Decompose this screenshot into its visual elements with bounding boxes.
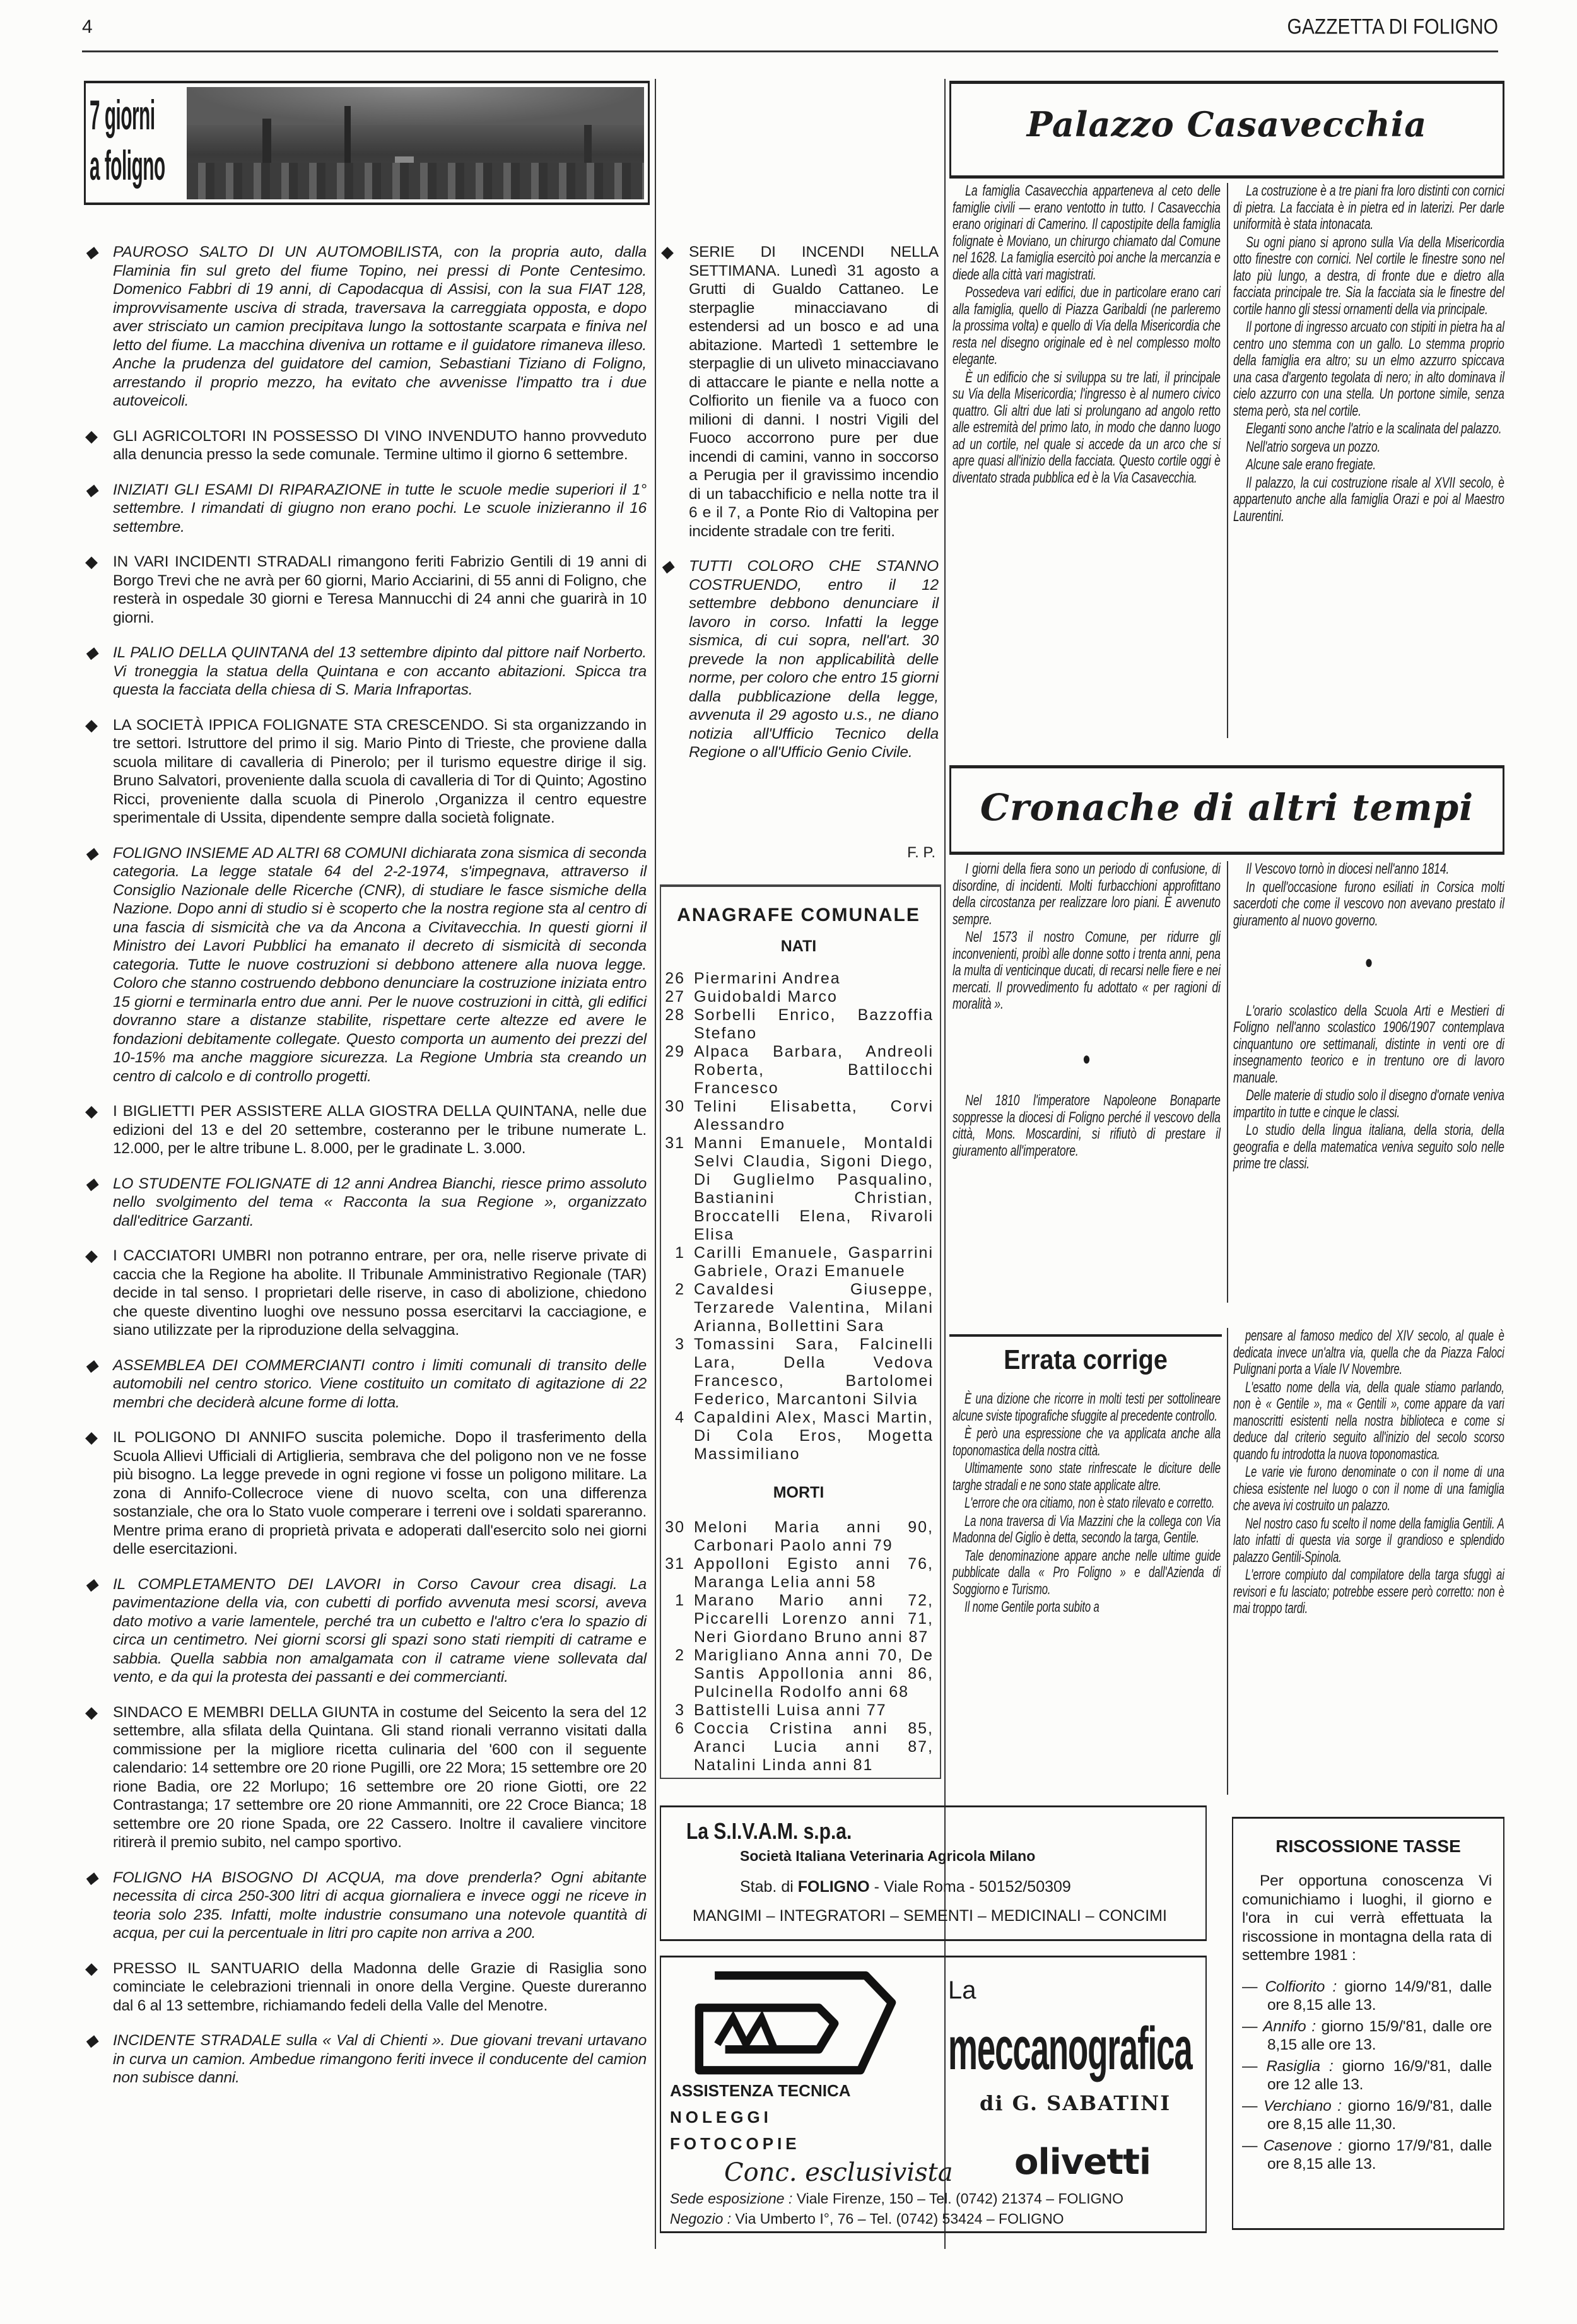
morti-entry	[664, 1701, 934, 1720]
morti-entry	[664, 1555, 934, 1592]
news-item-text: rimangono feriti Fabrizio Gentili di 19 anni di Borgo Trevi che ne avrà per 60 giorni, Mario Acciarini, di 55 anni di Foligno, che resterà in ospedale 30 giorni e Teresa Mannucchi di 24 anni che guarirà in 10 giorni.	[113, 553, 647, 626]
paragraph: È una dizione che ricorre in molti testi per sottolineare alcune sviste tipografiche sfuggite al precedente controllo.	[953, 1390, 1221, 1424]
news-item-text: in tutte le scuole medie superiori il 1° settembre. I rimandati di giugno non erano pochi. Le scuole inizieranno il 16 settembre.	[113, 481, 647, 536]
sivam-subtitle: Società Italiana Veterinaria Agricola Milano	[740, 1848, 1036, 1864]
diamond-bullet-icon: ◆	[85, 426, 98, 445]
mecc-services	[670, 2077, 851, 2157]
paragraph: Nel nostro caso fu scelto il nome della famiglia Gentili. A lato infatti di questa via sorge il grandioso e splendido palazzo Gentili-Spinola.	[1233, 1515, 1504, 1566]
palazzo-casavecchia-header	[949, 81, 1504, 179]
news-column-left	[85, 243, 647, 2104]
riscossione-place: Annifo :	[1263, 2017, 1316, 2035]
news-item-text: nelle due edizioni del 13 e del 20 settembre, costeranno per le tribune numerate L. 12.000, per le altre tribune L. 8.000, per le gradinate L. 3.000.	[113, 1103, 647, 1157]
news-item-headline: PAUROSO SALTO DI UN AUTOMOBILISTA,	[113, 244, 443, 261]
news-item-headline: FOLIGNO HA BISOGNO DI ACQUA,	[113, 1869, 385, 1886]
riscossione-item	[1242, 2057, 1492, 2094]
nati-title: NATI	[780, 937, 817, 955]
sivam-advertisement	[660, 1805, 1207, 1941]
news-item-text: di 12 anni Andrea Bianchi, riesce primo assoluto nello svolgimento del tema « Racconta la sua Regione », organizzato dall'editrice Garzanti.	[113, 1175, 647, 1229]
riscossione-item	[1242, 1978, 1492, 2015]
sivam-street: - Viale Roma - 50152/50309	[874, 1878, 1071, 1896]
news-item	[85, 2031, 647, 2087]
entry-day: 31	[665, 1555, 685, 1573]
palazzo-text-col2	[1233, 183, 1504, 526]
news-item	[661, 243, 939, 541]
paragraph: L'errore che ora citiamo, non è stato rilevato e corretto.	[964, 1494, 1215, 1511]
entry-names: Cavaldesi Giuseppe, Terzarede Valentina, Milani Arianna, Bollettini Sara	[694, 1281, 934, 1335]
news-item	[85, 1959, 647, 2016]
column-divider	[1227, 1328, 1228, 1795]
anagrafe-title: ANAGRAFE COMUNALE	[677, 905, 920, 925]
entry-day: 30	[665, 1098, 685, 1115]
news-item-text: del 13 settembre dipinto dal pittore naif Norberto. Vi troneggia la statua della Quintana e con accanto abitazioni. Spicca tra questa la facciata della chiesa di S. Maria Infraportas.	[113, 644, 647, 698]
riscossione-place: Verchiano :	[1263, 2097, 1342, 2115]
cronache-header	[949, 765, 1504, 855]
news-item	[85, 481, 647, 537]
news-item-text: non potranno entrare, per ora, nelle riserve private di caccia che la Regione ha abolite. Il Tribunale Amministrativo Regionale (TAR) decide in tal senso. I proprietari delle riserve, in caso di abolizione, chiedono che queste diventino luoghi ove nessuno possa esercitarvi la cacciagione, e siano utilizzate per la riproduzione della selvaggina.	[113, 1247, 647, 1339]
paragraph: Il portone di ingresso arcuato con stipiti in pietra ha al centro uno stemma con un gallo. Lo stemma proprio della famiglia era altro; su un elmo azzurro spiccava una casa d'argento tegolata di nero; in alto dominava il cielo azzurro con una stella. Un portone simile, senza stema però, sta nel cortile.	[1233, 319, 1504, 420]
dash: —	[1242, 2137, 1263, 2154]
news-item-text: sulla « Val di Chienti ». Due giovani trevani urtavano in curva un camion. Ambedue rimangono feriti invece il conducente del camion non subisce danni.	[113, 2032, 647, 2086]
negozio-label: Negozio :	[670, 2210, 732, 2227]
sivam-products: MANGIMI – INTEGRATORI – SEMENTI – MEDICINALI – CONCIMI	[693, 1907, 1167, 1925]
olivetti-logo: olivetti	[1014, 2142, 1151, 2183]
meccanografica-advertisement	[660, 1956, 1207, 2233]
paragraph: L'orario scolastico della Scuola Arti e Mestieri di Foligno nell'anno scolastico 1906/1907 contemplava cinquantuno ore settimanali, distinte in venti ore di insegnamento teorico e in trentuno ore di lavoro manuale.	[1233, 1002, 1504, 1086]
news-item	[661, 557, 939, 762]
paragraph: Lo studio della lingua italiana, della storia, della geografia e della matematica veniva seguito solo nelle prime tre classi.	[1233, 1122, 1504, 1172]
riscossione-place: Rasiglia :	[1266, 2057, 1334, 2075]
errata-header	[949, 1334, 1222, 1388]
entry-day: 26	[665, 970, 685, 987]
paragraph: L'errore compiuto dal compilatore della targa sfuggì ai revisori e fu lasciato; potrebbe essere però corretto: non è mai troppo tardi.	[1233, 1566, 1504, 1617]
news-item-headline: IL POLIGONO DI ANNIFO	[113, 1429, 307, 1446]
morti-entry	[664, 1720, 934, 1775]
entry-names: Guidobaldi Marco	[694, 988, 838, 1006]
news-item-headline: IL PALIO DELLA QUINTANA	[113, 644, 308, 661]
news-item-headline: GLI AGRICOLTORI IN POSSESSO DI VINO INVENDUTO	[113, 427, 518, 445]
news-item-text: entro il 12 settembre debbono denunciare il lavoro in corso. Infatti la legge sismica, di cui sopra, nell'art. 30 prevede la non applicabilità delle norme, per coloro che entro 15 giorni dalla pubblicazione della legge, avvenuta il 29 agosto u.s., ne diano notizia all'Ufficio Tecnico della Regione o all'Ufficio Genio Civile.	[689, 576, 939, 761]
sivam-name: La S.I.V.A.M. s.p.a.	[686, 1819, 852, 1845]
mecc-owner: di G. SABATINI	[980, 2091, 1171, 2115]
entry-names: Capaldini Alex, Masci Martin, Di Cola Eros, Mogetta Massimiliano	[694, 1409, 934, 1463]
news-item	[85, 1428, 647, 1559]
entry-names: Marigliano Anna anni 70, De Santis Appollonia anni 86, Pulcinella Rodolfo anni 68	[694, 1646, 934, 1701]
nati-entry	[664, 1244, 934, 1281]
negozio-address: Via Umberto I°, 76 – Tel. (0742) 53424 – FOLIGNO	[731, 2210, 1064, 2227]
cronache-title: Cronache di altri tempi	[980, 786, 1474, 829]
entry-names: Battistelli Luisa anni 77	[694, 1701, 887, 1719]
riscossione-item	[1242, 2017, 1492, 2055]
riscossione-time: giorno 16/9/'81, dalle ore 8,15 alle 11,30.	[1267, 2097, 1492, 2133]
entry-day: 6	[675, 1720, 685, 1737]
paragraph: È un edificio che si sviluppa su tre lati, il principale su Via della Misericordia; l'ingresso è al numero civico quattro. Gli altri due lati si prolungano ad angolo retto alle estremità del primo lato, in modo che danno luogo ad un cortile, nel quale si accede da un arco che si apre quasi all'inizio della facciata. Questo cortile oggi è diventato strada pubblica ed è la Via Casavecchia.	[953, 368, 1221, 486]
riscossione-body	[1233, 1857, 1503, 2174]
paragraph: I giorni della fiera sono un periodo di confusione, di disordine, di incidenti. Molti furbacchioni approfittano della circostanza per realizzare loro piani. È avvenuto sempre.	[953, 860, 1221, 928]
nati-entry	[664, 1281, 934, 1335]
separator-dot: ●	[1082, 1048, 1091, 1069]
paragraph: Le varie vie furono denominate o con il nome di una chiesa esistente nel luogo o con il nome di una famiglia che aveva ivi costruito un palazzo.	[1233, 1464, 1504, 1514]
news-item	[85, 1247, 647, 1340]
news-item-text: della Madonna delle Grazie di Rasiglia sono cominciate le celebrazioni triennali in onore della Vergine. Queste dureranno dal 6 al 13 settembre, richiamando fedeli della Valle del Menotre.	[113, 1959, 647, 2014]
paragraph: La famiglia Casavecchia apparteneva al ceto delle famiglie civili — erano ventotto in tutto. I Casavecchia erano originari di Camerino. Il capostipite della famiglia folignate è Moviano, un chirurgo chiamato dal Comune nel 1628. La famiglia esercitò poi anche la mercanzia e diede alla città vari magistrati.	[953, 182, 1221, 283]
diamond-bullet-icon: ◆	[85, 715, 98, 734]
entry-names: Coccia Cristina anni 85, Aranci Lucia anni 87, Natalini Linda anni 81	[694, 1720, 934, 1774]
riscossione-time: giorno 15/9/'81, dalle ore 8,15 alle ore 13.	[1267, 2017, 1492, 2053]
dash: —	[1242, 1978, 1265, 1995]
paragraph: Eleganti sono anche l'atrio e la scalinata del palazzo.	[1246, 420, 1502, 437]
news-item	[85, 427, 647, 464]
mecc-negozio	[670, 2210, 1064, 2227]
paragraph: Alcune sale erano fregiate.	[1246, 456, 1376, 473]
palazzo-title: Palazzo Casavecchia	[1026, 104, 1428, 144]
service-item: FOTOCOPIE	[670, 2134, 800, 2153]
banner-title-line1: 7 giorni	[90, 91, 155, 138]
paragraph: Nel 1810 l'imperatore Napoleone Bonaparte soppresse la diocesi di Foligno perché il vescovo della città, Mons. Moscardini, si rifiutò di prestare il giuramento all'imperatore.	[953, 1092, 1221, 1159]
news-item	[85, 1869, 647, 1943]
paragraph: Il palazzo, la cui costruzione risale al XVII secolo, è appartenuto anche alla famiglia Orazi e poi al Maestro Laurentini.	[1233, 474, 1504, 525]
news-item-headline: IN VARI INCIDENTI STRADALI	[113, 553, 332, 570]
paragraph: In quell'occasione furono esiliati in Corsica molti sacerdoti che come il vescovo non avevano prestato il giuramento al nuovo governo.	[1233, 878, 1504, 929]
entry-day: 2	[675, 1281, 685, 1298]
news-item-text: ma dove prenderla? Ogni abitante necessita di circa 250-300 litri di acqua giornaliera e invece oggi ne riceve in teoria solo 235. Infatti, molte industrie consumano una notevole quantità di acqua, per cui la percentuale in litri pro capite non arriva a 200.	[113, 1869, 647, 1942]
banner-title	[90, 90, 184, 201]
nati-entry	[664, 988, 934, 1006]
entry-day: 3	[675, 1701, 685, 1719]
entry-names: Sorbelli Enrico, Bazzoffia Stefano	[694, 1006, 934, 1042]
news-item-text: dichiarata zona sismica di seconda categoria. La legge statale 64 del 2-2-1974, s'impegnava, attraverso il Consiglio Nazionale delle Ricerche (CNR), di studiare le fasce sismiche della Nazione. Dopo anni di studio si è scoperto che la nostra regione sta al centro di una fascia di sismicità che va da Ancona a Civitavecchia. In questi giorni il Ministro dei Lavori Pubblici ha emanato il decreto di sismicità di seconda categoria. Tutte le nuove costruzioni si debbono attenere alla nuova legge. Coloro che stanno costruendo debbono denunciare la costruzione iniziata entro 15 giorni e terminarla entro due anni. Per le nuove costruzioni in città, gli edifici dovranno stare a distanze stabilite, rispettare certe altezze ed avere le fondazioni debitamente collegate. Questo comporta un aumento dei prezzi del 10-15% ma anche maggiore sicurezza. La Regione Umbria sta creando un centro di calcolo e di controllo progetti.	[113, 844, 647, 1085]
morti-title: MORTI	[773, 1484, 824, 1501]
paragraph: Possedeva vari edifici, due in particolare erano cari alla famiglia, quello di Piazza Garibaldi (ne parleremo la prossima volta) e quello di Via della Misericordia che resta nel disegno originale ed è nel complesso molto elegante.	[953, 284, 1221, 368]
mecc-name: meccanografica	[948, 2015, 1192, 2082]
morti-entry	[664, 1646, 934, 1701]
entry-day: 2	[675, 1646, 685, 1664]
entry-names: Carilli Emanuele, Gasparrini Gabriele, Orazi Emanuele	[694, 1244, 934, 1280]
news-item-headline: INCIDENTE STRADALE	[113, 2032, 281, 2049]
sede-address: Viale Firenze, 150 – Tel. (0742) 21374 – FOLIGNO	[792, 2190, 1123, 2207]
diamond-bullet-icon: ◆	[85, 1355, 98, 1375]
nati-entry	[664, 970, 934, 988]
entry-day: 1	[675, 1592, 685, 1609]
separator-dot: ●	[1364, 952, 1373, 973]
news-item-text: contro i limiti comunali di transito delle automobili nel centro storico. Viene costituito un comitato di agitazione di 22 membri che deciderà alcune forme di lotta.	[113, 1356, 647, 1411]
section-banner-7-giorni	[84, 81, 650, 205]
news-item-headline: TUTTI COLORO CHE STANNO COSTRUENDO,	[689, 558, 939, 594]
riscossione-title: RISCOSSIONE TASSE	[1275, 1836, 1461, 1856]
diamond-bullet-icon: ◆	[85, 1702, 98, 1722]
news-item-text: Si sta organizzando in tre settori. Istruttore del primo il sig. Mario Pinto di Trieste, che proviene dalla scuola militare di cavalleria di Pinerolo; per il turismo equestre dirige il sig. Bruno Salvatori, proveniente dalla scuola di cavalleria di Tor di Quinto; Agostino Ricci, proveniente dalla scuola di Pinerolo ,Organizza il centro equestre sperimentale di Ussita, dipendente sempre dalla società folignate.	[113, 716, 647, 826]
nati-entry	[664, 1043, 934, 1098]
paragraph: Il Vescovo tornò in diocesi nell'anno 1814.	[1246, 860, 1450, 877]
diamond-bullet-icon: ◆	[661, 556, 674, 575]
news-item	[85, 1175, 647, 1231]
diamond-bullet-icon: ◆	[85, 1867, 98, 1887]
news-item-text: suscita polemiche. Dopo il trasferimento della Scuola Allievi Ufficiali di Artiglieria, sembrava che del poligono non ve ne fosse più bisogno. La legge prevede in ogni regione vi fosse un poligono militare. La zona di Annifo-Collecroce viene di nuovo scelta, con una differenza sostanziale, che ora lo Stato vuole comperare i terreni ove i soldati spareranno. Mentre prima erano di proprietà privata e adoperati dall'esercito solo nei giorni delle esercitazioni.	[113, 1429, 647, 1558]
entry-names: Tomassini Sara, Falcinelli Lara, Della Vedova Francesco, Bartolomei Federico, Marcantoni Silvia	[694, 1335, 934, 1408]
paragraph: Nel 1573 il nostro Comune, per ridurre gli inconvenienti, proibì alle donne sotto i trenta anni, pena la multa di venticinque ducati, di recarsi nelle fiere e nei mercati. Il provvedimento fu adottato « per ragioni di moralità ».	[953, 929, 1221, 1012]
sivam-address	[740, 1878, 1071, 1896]
paragraph: Il nome Gentile porta subito a	[964, 1599, 1099, 1616]
paragraph: È però una espressione che va applicata anche alla toponomastica della nostra città.	[953, 1425, 1221, 1459]
banner-title-line2: a foligno	[90, 142, 165, 189]
diamond-bullet-icon: ◆	[85, 2031, 98, 2050]
palazzo-text-col1	[953, 183, 1221, 488]
news-item-headline: PRESSO IL SANTUARIO	[113, 1959, 300, 1977]
nati-list	[664, 970, 934, 1464]
news-item-text: in Corso Cavour crea disagi. La pavimentazione della via, con cubetti di porfido avvenuta mesi scorsi, aveva dato motivo a varie lamentele, perché tra un cubetto e l'altro c'era lo spazio di circa un centimetro. Nei giorni scorsi gli spazi sono stati riempiti di catrame e sabbia. Quella sabbia non amalgamata con il catrame viene sollevata dal vento, e da qui la protesta dei passanti e dei commercianti.	[113, 1575, 647, 1686]
entry-day: 3	[675, 1335, 685, 1353]
diamond-bullet-icon: ◆	[85, 242, 98, 261]
entry-names: Alpaca Barbara, Andreoli Roberta, Battilocchi Francesco	[694, 1043, 934, 1097]
news-item	[85, 1703, 647, 1852]
news-item-headline: FOLIGNO INSIEME AD ALTRI 68 COMUNI	[113, 844, 407, 862]
service-item: NOLEGGI	[670, 2108, 772, 2127]
diamond-bullet-icon: ◆	[661, 242, 674, 261]
author-signature: F. P.	[907, 844, 935, 861]
news-item	[85, 643, 647, 700]
diamond-bullet-icon: ◆	[85, 1958, 98, 1978]
entry-day: 4	[675, 1409, 685, 1426]
diamond-bullet-icon: ◆	[85, 552, 98, 571]
nati-entry	[664, 1006, 934, 1043]
news-item	[85, 716, 647, 828]
errata-col1	[953, 1391, 1221, 1617]
news-item-headline: I BIGLIETTI PER ASSISTERE ALLA GIOSTRA DELLA QUINTANA,	[113, 1103, 578, 1120]
paragraph: La nona traversa di Via Mazzini che la collega con Via Madonna del Giglio è detta, secondo la targa, Gentile.	[953, 1512, 1221, 1546]
entry-names: Manni Emanuele, Montaldi Selvi Claudia, Sigoni Diego, Di Guglielmo Pasqualino, Bastianini Christian, Broccatelli Elena, Rivaroli Elisa	[694, 1134, 934, 1243]
entry-names: Marano Mario anni 72, Piccarelli Lorenzo anni 71, Neri Giordano Bruno anni 87	[694, 1592, 934, 1646]
diamond-bullet-icon: ◆	[85, 1246, 98, 1265]
riscossione-place: Colfiorito :	[1265, 1978, 1337, 1995]
nati-entry	[664, 1098, 934, 1134]
diamond-bullet-icon: ◆	[85, 1574, 98, 1593]
entry-day: 29	[665, 1043, 685, 1060]
news-column-middle	[661, 243, 939, 778]
news-item	[85, 1102, 647, 1158]
errata-title: Errata corrige	[1004, 1344, 1168, 1375]
page-number: 4	[82, 16, 93, 37]
news-item-text: con la propria auto, dalla Flaminia fin sul greto del fiume Topino, nei pressi di Ponte Centesimo. Domenico Fabbri di 19 anni, di Capodacqua di Assisi, con la sua FIAT 128, improvvisamente usciva di strada, traversava la carreggiata opposta, e dopo aver strisciato un camion precipitava lungo la sottostante scarpata e finiva nel letto del fiume. La macchina diveniva un rottame e il guidatore rimaneva illeso. Anche la prudenza del guidatore del camion, Sebastiani Tiziano di Foligno, arrestando il proprio mezzo, ha evitato che avvenisse l'impatto tra i due autoveicoli.	[113, 244, 647, 409]
morti-entry	[664, 1518, 934, 1555]
nati-entry	[664, 1134, 934, 1244]
news-item-headline: LO STUDENTE FOLIGNATE	[113, 1175, 312, 1192]
entry-names: Meloni Maria anni 90, Carbonari Paolo anni 79	[694, 1518, 934, 1554]
nati-entry	[664, 1409, 934, 1464]
news-item-text: in costume del Seicento la sera del 12 settembre, alla sfilata della Quintana. Gli stand rionali verranno visitati dalla commissione per la migliore ricetta culinaria del '600 con il seguente calendario: 14 settembre ore 20 rione Pugilli, ore 22 Mora; 15 settembre ore 20 rione Badia, ore 22 Morlupo; 16 settembre ore 20 rione Giotti, ore 22 Contrastanga; 17 settembre ore 20 rione Ammanniti, ore 22 Croce Bianca; 18 settembre ore 20 rione Spada, ore 22 Cassero. Inoltre il cavaliere vincitore ritirerà il premio subito, nel campo sportivo.	[113, 1703, 647, 1851]
masthead: GAZZETTA DI FOLIGNO	[1287, 15, 1498, 39]
sivam-stab: Stab. di	[740, 1878, 794, 1896]
paragraph: Ultimamente sono state rinfrescate le diciture delle targhe stradali e ne sono state applicate altre.	[953, 1460, 1221, 1494]
paragraph: Delle materie di studio solo il disegno d'ornate veniva impartito in tutte e cinque le classi.	[1233, 1087, 1504, 1121]
news-item	[85, 243, 647, 411]
riscossione-time: giorno 16/9/'81, dalle ore 12 alle 13.	[1267, 2057, 1492, 2093]
nati-entry	[664, 1335, 934, 1409]
paragraph: pensare al famoso medico del XIV secolo, al quale è dedicata invece un'altra via, quella che da Piazza Faloci Pulignani porta a Viale IV Novembre.	[1233, 1327, 1504, 1378]
riscossione-place: Casenove :	[1263, 2137, 1342, 2154]
anagrafe-box	[660, 884, 941, 1779]
dash: —	[1242, 2017, 1263, 2035]
riscossione-intro: Per opportuna conoscenza Vi comunichiamo i luoghi, il giorno e l'ora in cui verrà effettuata la riscossione in montagna della rata di settembre 1981 :	[1242, 1872, 1492, 1964]
entry-day: 31	[665, 1134, 685, 1152]
diamond-bullet-icon: ◆	[85, 1428, 98, 1447]
morti-list	[664, 1518, 934, 1775]
news-item-headline: ASSEMBLEA DEI COMMERCIANTI	[113, 1356, 365, 1374]
news-item	[85, 1575, 647, 1687]
entry-names: Appolloni Egisto anni 76, Maranga Lelia anni 58	[694, 1555, 934, 1591]
news-item	[85, 1356, 647, 1412]
diamond-bullet-icon: ◆	[85, 479, 98, 499]
riscossione-time: giorno 17/9/'81, dalle ore 8,15 alle 13.	[1267, 2137, 1492, 2173]
cronache-col2	[1233, 861, 1504, 1174]
meccanografica-logo-icon	[672, 1971, 918, 2075]
paragraph: Nell'atrio sorgeva un pozzo.	[1246, 438, 1381, 455]
mecc-conc: Conc. esclusivista	[724, 2158, 953, 2187]
news-item-text: Lunedì 31 agosto a Grutti di Gualdo Cattaneo. Le sterpaglie minacciavano di estendersi ad un bosco e ad una abitazione. Martedì 1 settembre le sterpaglie di un uliveto minacciavano di attaccare le piante e nella notte a Colfiorito un fienile va a fuoco con milioni di danni. I nostri Vigili del Fuoco accorrono pure per due incendi di camini, vanno in soccorso a Perugia per il gravissimo incendio di un tabacchificio e nella notte tra il 6 e il 7, a Ponte Rio di Valtopina per incidente stradale con tre feriti.	[689, 262, 939, 540]
paragraph: Tale denominazione appare anche nelle ultime guide pubblicate dalla « Pro Foligno » e dall'Azienda di Soggiorno e Turismo.	[953, 1547, 1221, 1598]
diamond-bullet-icon: ◆	[85, 843, 98, 862]
news-item-text: hanno provveduto alla denuncia presso la sede comunale. Termine ultimo il giorno 6 settembre.	[113, 427, 647, 463]
news-item-headline: LA SOCIETÀ IPPICA FOLIGNATE STA CRESCENDO.	[113, 716, 489, 734]
news-item	[85, 844, 647, 1086]
morti-entry	[664, 1592, 934, 1646]
diamond-bullet-icon: ◆	[85, 643, 98, 662]
sivam-city: FOLIGNO	[797, 1878, 870, 1896]
mecc-la: La	[948, 1976, 976, 2004]
news-item-headline: INIZIATI GLI ESAMI DI RIPARAZIONE	[113, 481, 382, 498]
paragraph: La costruzione è a tre piani fra loro distinti con cornici di pietra. La facciata è in pietra ed in laterizi. Per darle uniformità è stata intonacata.	[1233, 182, 1504, 233]
news-item-headline: SINDACO E MEMBRI DELLA GIUNTA	[113, 1703, 378, 1721]
riscossione-tasse-box	[1232, 1817, 1504, 2230]
mecc-sede	[670, 2190, 1123, 2207]
riscossione-time: giorno 14/9/'81, dalle ore 8,15 alle 13.	[1267, 1978, 1492, 2014]
entry-names: Piermarini Andrea	[694, 970, 841, 987]
entry-day: 27	[665, 988, 685, 1006]
news-item	[85, 553, 647, 627]
sede-label: Sede esposizione :	[670, 2190, 793, 2207]
errata-col2	[1233, 1328, 1504, 1619]
header-rule	[82, 50, 1498, 52]
news-item-headline: I CACCIATORI UMBRI	[113, 1247, 271, 1264]
dash: —	[1242, 2097, 1263, 2115]
entry-day: 28	[665, 1006, 685, 1024]
paragraph: L'esatto nome della via, della quale stiamo parlando, non è « Gentile », ma « Gentili », come appare da vari manoscritti esistenti nella nostra biblioteca e come si deduce dal criterio seguito all'inizio del secolo scorso quando fu introdotta la nuova toponomastica.	[1233, 1378, 1504, 1463]
entry-day: 1	[675, 1244, 685, 1262]
service-item: ASSISTENZA TECNICA	[670, 2081, 851, 2100]
column-divider	[1227, 183, 1228, 738]
news-item-headline: SERIE DI INCENDI NELLA SETTIMANA.	[689, 244, 939, 279]
riscossione-item	[1242, 2137, 1492, 2174]
column-divider	[655, 79, 656, 2249]
paragraph: Su ogni piano si aprono sulla Via della Misericordia otto finestre con cornici. Nel cortile le finestre sono nel lato più lungo, a destra, di fronte due e dietro alla facciata principale tre. Sia la facciata sia le finestre del cortile hanno gli stessi ornamenti della via principale.	[1233, 233, 1504, 318]
riscossione-item	[1242, 2097, 1492, 2134]
foligno-panorama-photo	[187, 87, 644, 199]
column-divider	[1227, 861, 1228, 1303]
cronache-col1	[953, 861, 1221, 1161]
diamond-bullet-icon: ◆	[85, 1101, 98, 1120]
diamond-bullet-icon: ◆	[85, 1173, 98, 1193]
entry-day: 30	[665, 1518, 685, 1536]
entry-names: Telini Elisabetta, Corvi Alessandro	[694, 1098, 934, 1134]
news-item-headline: IL COMPLETAMENTO DEI LAVORI	[113, 1575, 381, 1593]
dash: —	[1242, 2057, 1267, 2075]
